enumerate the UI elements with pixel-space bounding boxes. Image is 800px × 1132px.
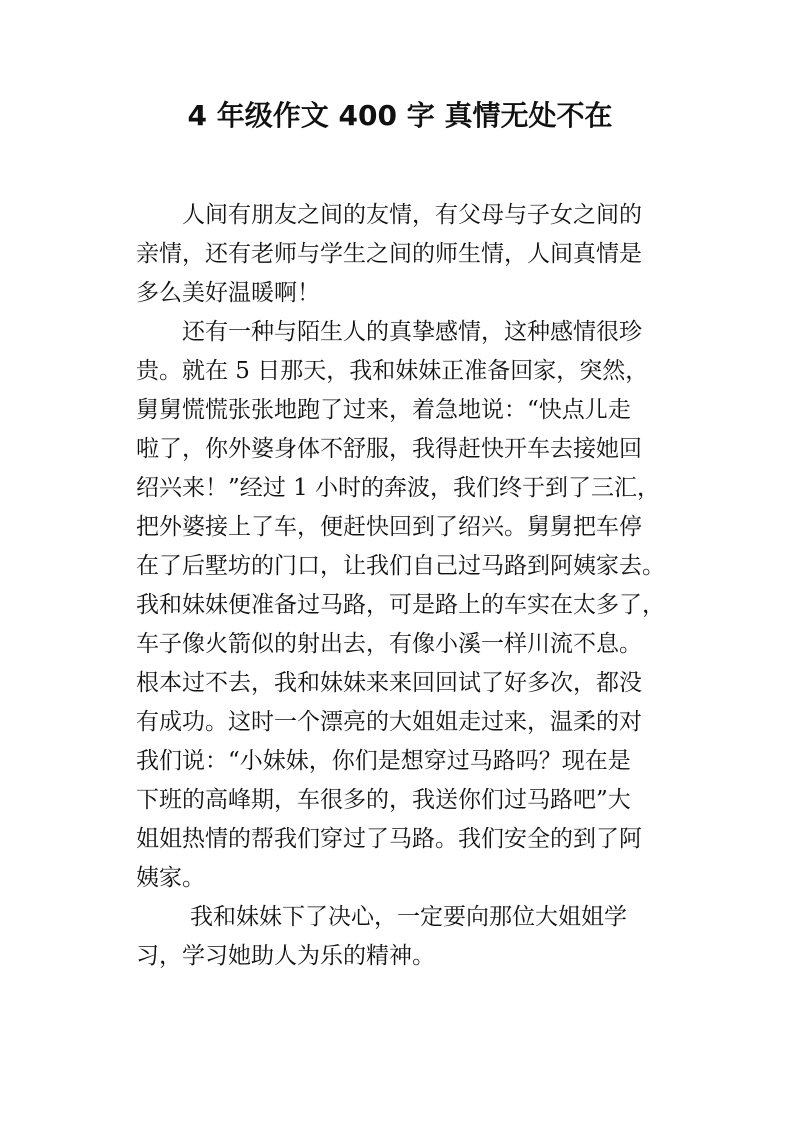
paragraph-2-line-11: 有成功。这时一个漂亮的大姐姐走过来，温柔的对 bbox=[136, 709, 642, 735]
paragraph-2-line-12: 我们说：“小妹妹，你们是想穿过马路吗？现在是 bbox=[136, 748, 631, 774]
paragraph-2-line-9: 车子像火箭似的射出去，有像小溪一样川流不息。 bbox=[136, 631, 642, 657]
paragraph-2-line-3: 舅舅慌慌张张地跑了过来，着急地说：“快点儿走 bbox=[136, 397, 631, 423]
paragraph-2-line-15: 姨家。 bbox=[136, 865, 205, 891]
paragraph-3-line-2: 习，学习她助人为乐的精神。 bbox=[136, 943, 435, 969]
paragraph-1-line-1: 人间有朋友之间的友情，有父母与子女之间的 bbox=[182, 202, 642, 228]
paragraph-2-line-1: 还有一种与陌生人的真挚感情，这种感情很珍 bbox=[182, 319, 642, 345]
document-title: 4 年级作文 400 字 真情无处不在 bbox=[187, 99, 613, 132]
paragraph-2-line-13: 下班的高峰期，车很多的，我送你们过马路吧”大 bbox=[136, 787, 631, 813]
paragraph-2-line-2: 贵。就在 5 日那天，我和妹妹正准备回家，突然， bbox=[136, 358, 649, 384]
paragraph-1-line-3: 多么美好温暖啊！ bbox=[136, 280, 320, 306]
document-body bbox=[136, 196, 684, 976]
paragraph-2-line-5: 绍兴来！”经过 1 小时的奔波，我们终于到了三汇， bbox=[136, 475, 661, 501]
paragraph-1-line-2: 亲情，还有老师与学生之间的师生情，人间真情是 bbox=[136, 241, 642, 267]
paragraph-2-line-4: 啦了，你外婆身体不舒服，我得赶快开车去接她回 bbox=[136, 436, 642, 462]
paragraph-2-line-7: 在了后墅坊的门口，让我们自己过马路到阿姨家去。 bbox=[136, 553, 665, 579]
paragraph-3-line-1: 我和妹妹下了决心，一定要向那位大姐姐学 bbox=[190, 904, 627, 930]
paragraph-2-line-10: 根本过不去，我和妹妹来来回回试了好多次，都没 bbox=[136, 670, 642, 696]
paragraph-2-line-6: 把外婆接上了车，便赶快回到了绍兴。舅舅把车停 bbox=[136, 514, 642, 540]
paragraph-2-line-8: 我和妹妹便准备过马路，可是路上的车实在太多了， bbox=[136, 592, 665, 618]
paragraph-2-line-14: 姐姐热情的帮我们穿过了马路。我们安全的到了阿 bbox=[136, 826, 642, 852]
